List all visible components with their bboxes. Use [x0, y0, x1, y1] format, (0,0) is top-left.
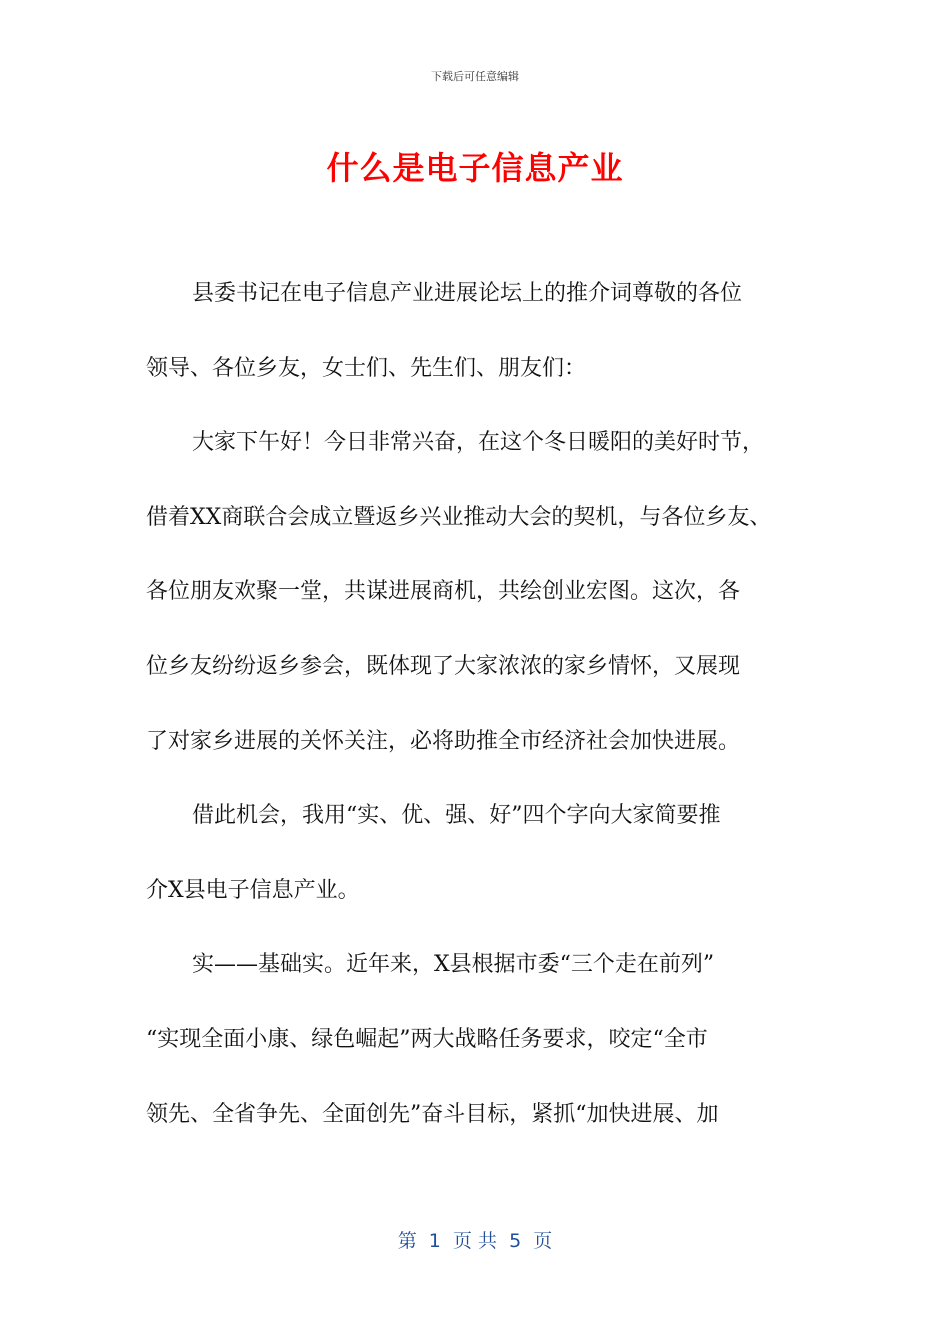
paragraph-line: 了对家乡进展的关怀关注，必将助推全市经济社会加快进展。	[146, 728, 741, 754]
paragraph-line: 实——基础实。近年来，X县根据市委“三个走在前列”	[192, 952, 715, 978]
page-number-footer: 第 1 页 共 5 页	[397, 1230, 553, 1252]
paragraph-line: 介X县电子信息产业。	[146, 877, 360, 903]
paragraph-line: 位乡友纷纷返乡参会，既体现了大家浓浓的家乡情怀，又展现	[146, 653, 741, 679]
document-title: 什么是电子信息产业	[326, 149, 624, 187]
paragraph-line: “实现全面小康、绿色崛起”两大战略任务要求，咬定“全市	[146, 1026, 708, 1052]
paragraph-line: 借着XX商联合会成立暨返乡兴业推动大会的契机，与各位乡友、	[146, 504, 772, 530]
paragraph-line: 县委书记在电子信息产业进展论坛上的推介词尊敬的各位	[192, 281, 743, 306]
paragraph-line: 大家下午好！今日非常兴奋，在这个冬日暖阳的美好时节，	[192, 430, 765, 456]
paragraph-line: 借此机会，我用“实、优、强、好”四个字向大家简要推	[192, 803, 721, 829]
document-body	[146, 276, 826, 1171]
paragraph-line: 领先、全省争先、全面创先”奋斗目标，紧抓“加快进展、加	[146, 1101, 719, 1127]
paragraph-line: 各位朋友欢聚一堂，共谋进展商机，共绘创业宏图。这次，各	[146, 579, 741, 605]
header-note: 下载后可任意编辑	[431, 70, 519, 83]
paragraph-line: 领导、各位乡友，女士们、先生们、朋友们：	[146, 355, 587, 381]
